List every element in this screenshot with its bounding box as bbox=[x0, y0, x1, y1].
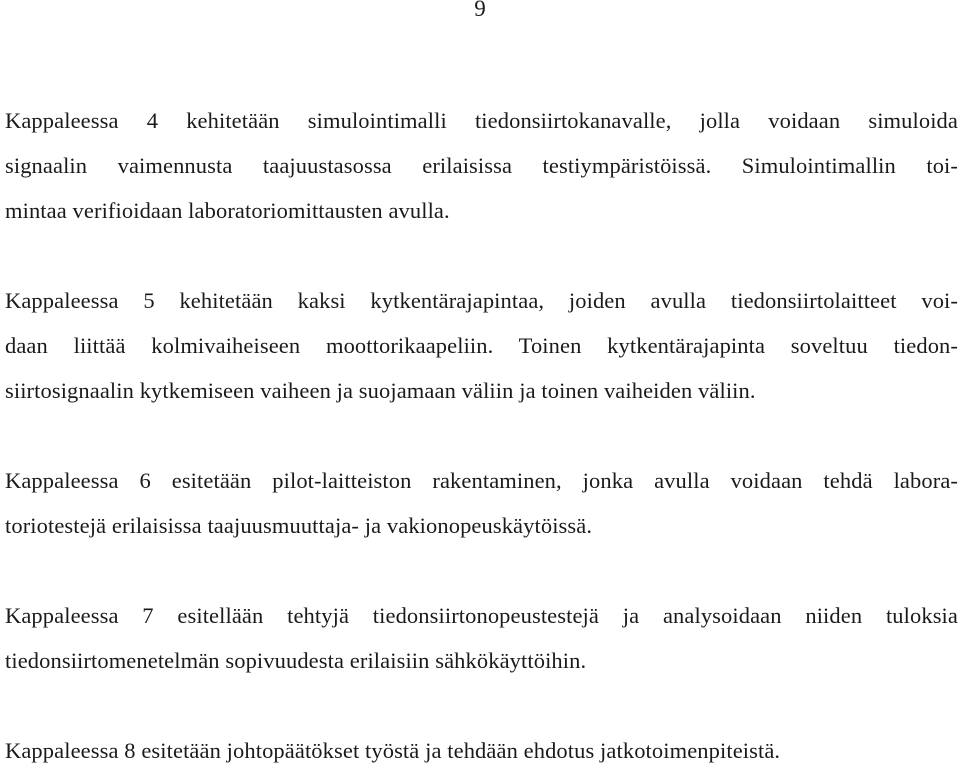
text-line: mintaa verifioidaan laboratoriomittausten avulla. bbox=[5, 198, 450, 223]
text-line: toriotestejä erilaisissa taajuusmuuttaja- ja vakionopeuskäytöissä. bbox=[5, 513, 593, 538]
paragraph-spacer bbox=[5, 683, 958, 728]
text-line: Kappaleessa 4 kehitetään simulointimalli tiedonsiirtokanavalle, jolla voidaan simuloida bbox=[5, 108, 958, 133]
text-line: daan liittää kolmivaiheiseen moottorikaapeliin. Toinen kytkentärajapinta soveltuu tiedon- bbox=[5, 333, 958, 358]
paragraph-spacer bbox=[5, 548, 958, 593]
text-line: tiedonsiirtomenetelmän sopivuudesta erilaisiin sähkökäyttöihin. bbox=[5, 648, 587, 673]
paragraph-spacer bbox=[5, 413, 958, 458]
text-line: siirtosignaalin kytkemiseen vaiheen ja suojamaan väliin ja toinen vaiheiden väliin. bbox=[5, 378, 756, 403]
paragraph-chapter-7 bbox=[5, 593, 958, 683]
text-line: Kappaleessa 5 kehitetään kaksi kytkentärajapintaa, joiden avulla tiedonsiirtolaitteet voi- bbox=[5, 288, 958, 313]
text-line: signaalin vaimennusta taajuustasossa erilaisissa testiympäristöissä. Simulointimallin toi- bbox=[5, 153, 958, 178]
text-line: Kappaleessa 8 esitetään johtopäätökset työstä ja tehdään ehdotus jatkotoimenpiteistä. bbox=[5, 738, 781, 763]
page-number: 9 bbox=[474, 0, 486, 21]
paragraph-chapter-4 bbox=[5, 98, 958, 233]
text-line: Kappaleessa 7 esitellään tehtyjä tiedonsiirtonopeustestejä ja analysoidaan niiden tuloksia bbox=[5, 603, 958, 628]
text-line: Kappaleessa 6 esitetään pilot-laitteiston rakentaminen, jonka avulla voidaan tehdä labora- bbox=[5, 468, 958, 493]
paragraph-spacer bbox=[5, 233, 958, 278]
body-text bbox=[5, 98, 958, 773]
paragraph-chapter-8 bbox=[5, 728, 958, 773]
paragraph-chapter-6 bbox=[5, 458, 958, 548]
paragraph-chapter-5 bbox=[5, 278, 958, 413]
